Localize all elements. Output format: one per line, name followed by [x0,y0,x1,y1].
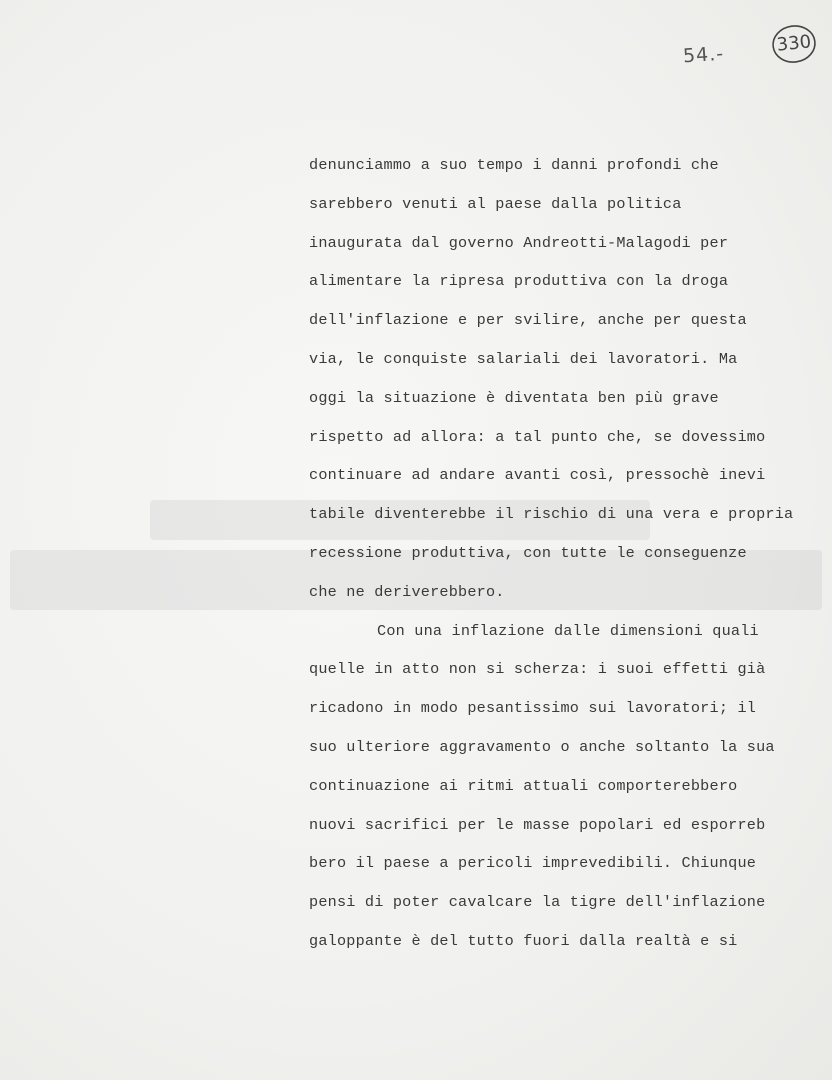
text-line: suo ulteriore aggravamento o anche soltanto la sua [309,737,775,756]
text-line: rispetto ad allora: a tal punto che, se dovessimo [309,427,766,446]
text-line: pensi di poter cavalcare la tigre dell'inflazione [309,893,766,912]
typed-text-body [309,150,829,965]
text-line: via, le conquiste salariali dei lavoratori. Ma [309,349,738,368]
text-line: quelle in atto non si scherza: i suoi effetti già [309,660,766,679]
text-line: denunciammo a suo tempo i danni profondi che [309,156,719,174]
text-line: oggi la situazione è diventata ben più grave [309,388,719,407]
text-line: galoppante è del tutto fuori dalla realtà e si [309,931,738,950]
text-line: che ne deriverebbero. [309,582,505,601]
text-line: sarebbero venuti al paese dalla politica [309,194,682,213]
archive-number: 330 [775,31,813,56]
text-line: dell'inflazione e per svilire, anche per questa [309,311,747,330]
text-line: ricadono in modo pesantissimo sui lavoratori; il [309,699,757,718]
text-line: alimentare la ripresa produttiva con la droga [309,272,729,291]
text-line: bero il paese a pericoli imprevedibili. Chiunque [309,854,757,873]
text-line: recessione produttiva, con tutte le conseguenze [309,543,747,562]
text-line: nuovi sacrifici per le masse popolari ed esporreb [309,815,766,834]
archive-stamp [770,22,818,66]
page-number: 54.- [682,42,725,68]
text-line: continuazione ai ritmi attuali comporterebbero [309,776,738,795]
text-line: inaugurata dal governo Andreotti-Malagodi per [309,233,729,252]
paragraph-first-line: Con una inflazione dalle dimensioni quali [377,621,759,640]
text-line: continuare ad andare avanti così, pressochè inevi [309,466,766,485]
text-line: tabile diventerebbe il rischio di una vera e propria [309,505,794,524]
